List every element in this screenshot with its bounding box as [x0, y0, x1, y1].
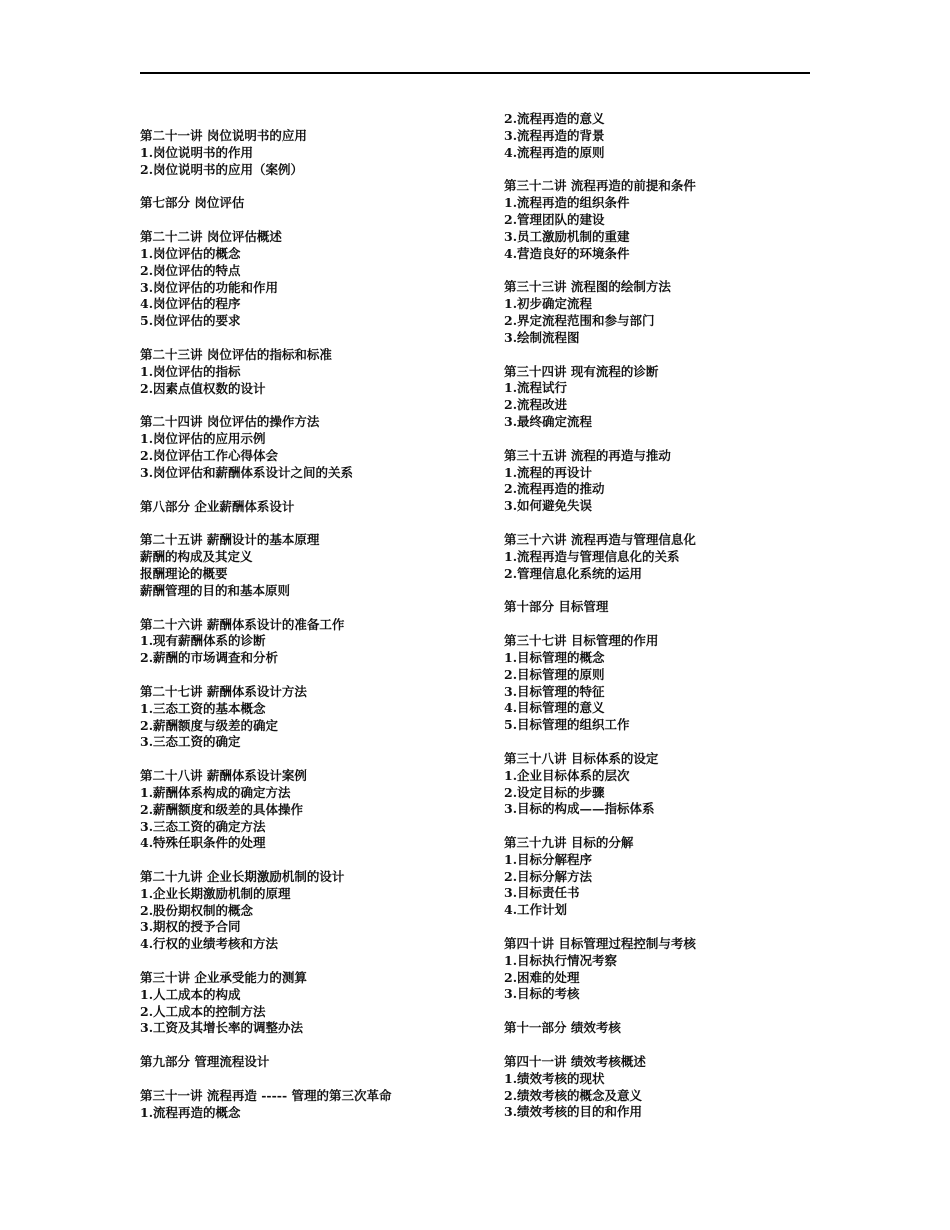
- section-item: 1.目标执行情况考察: [504, 952, 618, 968]
- section-item: 3.期权的授予合同: [140, 919, 241, 935]
- section-item: 2.薪酬的市场调查和分析: [140, 650, 279, 666]
- section-item: 2.目标分解方法: [504, 868, 593, 884]
- section-item: 1.目标管理的概念: [504, 649, 605, 665]
- section-item: 3.目标的构成——指标体系: [504, 801, 655, 817]
- section-item: 3.三态工资的确定: [140, 734, 241, 750]
- section-item: 1.岗位评估的指标: [140, 363, 241, 379]
- section-title: 第三十八讲 目标体系的设定: [504, 750, 659, 766]
- section-block: [504, 178, 834, 262]
- section-item: 1.流程再造与管理信息化的关系: [504, 548, 680, 564]
- section-item: 1.绩效考核的现状: [504, 1070, 605, 1086]
- section-title: 第三十九讲 目标的分解: [504, 835, 634, 851]
- section-item: 2.股份期权制的概念: [140, 902, 254, 918]
- section-title: 第二十四讲 岗位评估的操作方法: [140, 414, 320, 430]
- section-item: 1.流程试行: [504, 380, 568, 396]
- section-block: [140, 229, 470, 330]
- section-block: [140, 414, 470, 481]
- part-title: 第七部分 岗位评估: [140, 195, 245, 211]
- section-item: 2.岗位评估工作心得体会: [140, 447, 279, 463]
- section-title: 第二十八讲 薪酬体系设计案例: [140, 768, 307, 784]
- section-item: 3.绩效考核的目的和作用: [504, 1104, 643, 1120]
- section-item: 3.目标的考核: [504, 986, 580, 1002]
- section-title: 第二十五讲 薪酬设计的基本原理: [140, 532, 320, 548]
- section-item: 4.行权的业绩考核和方法: [140, 936, 279, 952]
- section-block: [140, 768, 470, 852]
- section-item: 3.目标责任书: [504, 885, 580, 901]
- section-item: 1.流程再造的组织条件: [504, 195, 630, 211]
- section-block: [504, 532, 834, 582]
- left-column: [140, 128, 470, 1139]
- section-item: 1.薪酬体系构成的确定方法: [140, 784, 291, 800]
- section-block: [140, 1088, 470, 1122]
- part-block: [140, 195, 470, 212]
- section-item: 2.目标管理的原则: [504, 666, 605, 682]
- section-item: 3.岗位评估的功能和作用: [140, 279, 279, 295]
- section-item: 3.最终确定流程: [504, 413, 593, 429]
- header-rule: [140, 72, 810, 74]
- section-item: 2.绩效考核的概念及意义: [504, 1087, 643, 1103]
- section-item: 2.流程再造的意义: [504, 111, 605, 126]
- section-item: 2.管理信息化系统的运用: [504, 565, 643, 581]
- section-item: 1.岗位说明书的作用: [140, 144, 254, 160]
- section-title: 第三十七讲 目标管理的作用: [504, 633, 659, 649]
- part-title: 第十一部分 绩效考核: [504, 1020, 621, 1036]
- section-item: 1.企业长期激励机制的原理: [140, 885, 291, 901]
- section-title: 第三十四讲 现有流程的诊断: [504, 363, 659, 379]
- section-block: [504, 1054, 834, 1121]
- section-item: 4.目标管理的意义: [504, 700, 605, 716]
- section-item: 2.界定流程范围和参与部门: [504, 312, 655, 328]
- section-item: 5.岗位评估的要求: [140, 313, 241, 329]
- section-item: 3.如何避免失误: [504, 498, 593, 514]
- section-item: 2.管理团队的建设: [504, 211, 605, 227]
- section-block: [504, 835, 834, 919]
- section-item: 1.初步确定流程: [504, 296, 593, 312]
- section-title: 第二十六讲 薪酬体系设计的准备工作: [140, 616, 345, 632]
- part-block: [504, 599, 834, 616]
- section-title: 第三十三讲 流程图的绘制方法: [504, 279, 671, 295]
- part-block: [140, 1054, 470, 1071]
- section-block: [504, 111, 834, 161]
- section-item: 3.工资及其增长率的调整办法: [140, 1020, 304, 1036]
- section-item: 1.企业目标体系的层次: [504, 767, 630, 783]
- section-block: [140, 532, 470, 599]
- section-block: [504, 936, 834, 1003]
- section-title: 第三十讲 企业承受能力的测算: [140, 970, 307, 986]
- section-block: [140, 869, 470, 953]
- part-title: 第九部分 管理流程设计: [140, 1054, 270, 1070]
- section-title: 第二十七讲 薪酬体系设计方法: [140, 683, 307, 699]
- section-item: 2.因素点值权数的设计: [140, 380, 266, 396]
- section-item: 4.工作计划: [504, 902, 568, 918]
- section-block: [504, 448, 834, 515]
- section-title: 第二十一讲 岗位说明书的应用: [140, 128, 307, 143]
- section-item: 5.目标管理的组织工作: [504, 717, 630, 733]
- section-block: [140, 347, 470, 397]
- part-block: [504, 1020, 834, 1037]
- section-item: 2.人工成本的控制方法: [140, 1003, 266, 1019]
- section-block: [504, 633, 834, 734]
- section-item: 4.流程再造的原则: [504, 144, 605, 160]
- section-item: 薪酬的构成及其定义: [140, 549, 253, 565]
- section-item: 3.员工激励机制的重建: [504, 228, 630, 244]
- section-item: 3.目标管理的特征: [504, 683, 605, 699]
- section-item: 2.流程改进: [504, 397, 568, 413]
- section-item: 2.岗位评估的特点: [140, 262, 241, 278]
- right-column: [504, 111, 834, 1138]
- section-title: 第四十讲 目标管理过程控制与考核: [504, 936, 696, 952]
- section-item: 4.岗位评估的程序: [140, 296, 241, 312]
- part-block: [140, 499, 470, 516]
- section-item: 1.目标分解程序: [504, 851, 593, 867]
- section-item: 2.薪酬额度和级差的具体操作: [140, 801, 304, 817]
- section-item: 3.流程再造的背景: [504, 127, 605, 143]
- section-block: [504, 279, 834, 346]
- section-item: 报酬理论的概要: [140, 565, 228, 581]
- section-item: 2.薪酬额度与级差的确定: [140, 717, 279, 733]
- section-item: 2.设定目标的步骤: [504, 784, 605, 800]
- section-block: [504, 364, 834, 431]
- section-item: 薪酬管理的目的和基本原则: [140, 582, 291, 598]
- section-item: 2.困难的处理: [504, 969, 580, 985]
- section-title: 第二十二讲 岗位评估概述: [140, 229, 282, 245]
- section-item: 1.岗位评估的应用示例: [140, 431, 266, 447]
- part-title: 第八部分 企业薪酬体系设计: [140, 498, 295, 514]
- section-block: [140, 617, 470, 667]
- part-title: 第十部分 目标管理: [504, 599, 609, 615]
- section-item: 4.营造良好的环境条件: [504, 245, 630, 261]
- section-block: [140, 684, 470, 751]
- section-item: 3.岗位评估和薪酬体系设计之间的关系: [140, 464, 354, 480]
- section-title: 第三十一讲 流程再造 ----- 管理的第三次革命: [140, 1088, 392, 1104]
- section-item: 3.绘制流程图: [504, 329, 580, 345]
- section-item: 1.人工成本的构成: [140, 986, 241, 1002]
- section-item: 1.现有薪酬体系的诊断: [140, 633, 266, 649]
- section-title: 第三十二讲 流程再造的前提和条件: [504, 178, 696, 194]
- section-title: 第三十六讲 流程再造与管理信息化: [504, 531, 696, 547]
- section-item: 2.岗位说明书的应用（案例）: [140, 161, 304, 177]
- section-item: 1.三态工资的基本概念: [140, 700, 266, 716]
- section-block: [140, 128, 470, 178]
- section-title: 第三十五讲 流程的再造与推动: [504, 447, 671, 463]
- section-title: 第二十九讲 企业长期激励机制的设计: [140, 869, 345, 885]
- section-item: 1.岗位评估的概念: [140, 245, 241, 261]
- section-item: 2.流程再造的推动: [504, 481, 605, 497]
- section-title: 第四十一讲 绩效考核概述: [504, 1054, 646, 1070]
- section-block: [504, 751, 834, 818]
- section-block: [140, 970, 470, 1037]
- section-item: 3.三态工资的确定方法: [140, 818, 266, 834]
- section-title: 第二十三讲 岗位评估的指标和标准: [140, 346, 332, 362]
- section-item: 4.特殊任职条件的处理: [140, 835, 266, 851]
- section-item: 1.流程再造的概念: [140, 1104, 241, 1120]
- section-item: 1.流程的再设计: [504, 464, 593, 480]
